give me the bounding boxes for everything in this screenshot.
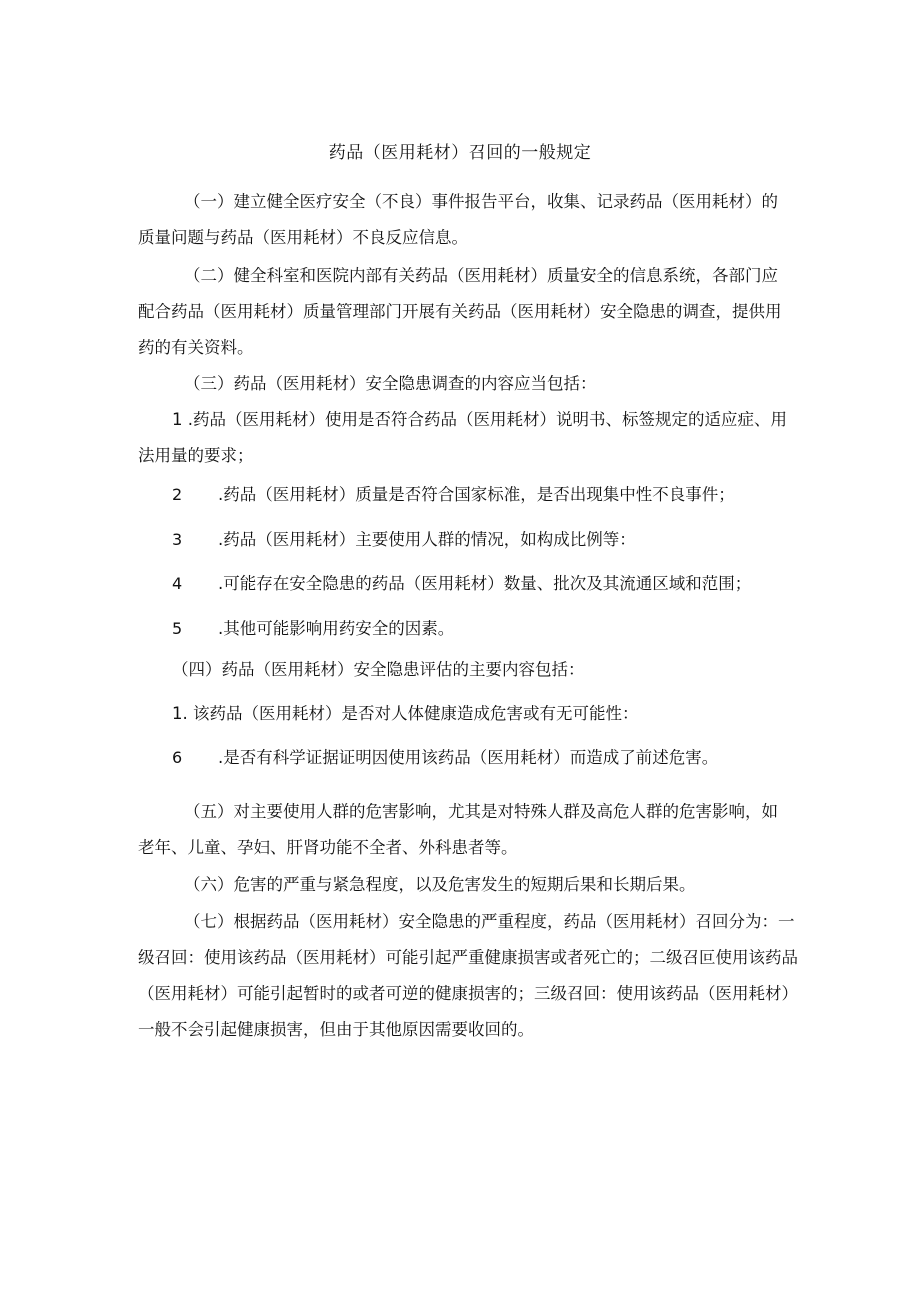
list-item-6-text: .是否有科学证据证明因使用该药品（医用耗材）而造成了前述危害。: [218, 748, 719, 767]
document-title: 药品（医用耗材）召回的一般规定: [328, 143, 592, 163]
paragraph-7: （七）根据药品（医用耗材）安全隐患的严重程度，药品（医用耗材）召回分为：一级召回：使用该药品（医用耗材）可能引起严重健康损害或者死亡的；二级召叵使用该药品（医用耗材）可能引起暂时的或者可逆的健康损害的；三级召回：使用该药品（医用耗材）一般不会引起健康损害，但由于其他原因需要收回的。: [138, 912, 798, 1039]
list-item-4-number: 4: [172, 574, 183, 593]
paragraph-1: （一）建立健全医疗安全（不良）事件报告平台，收集、记录药品（医用耗材）的质量问题与药品（医用耗材）不良反应信息。: [138, 192, 778, 247]
list-item-1: 1 .药品（医用耗材）使用是否符合药品（医用耗材）说明书、标签规定的适应症、用法用量的要求；: [138, 410, 787, 465]
paragraph-4: （四）药品（医用耗材）安全隐患评估的主要内容包括：: [172, 660, 585, 679]
paragraph-6: （六）危害的严重与紧急程度，以及危害发生的短期后果和长期后果。: [184, 875, 696, 894]
list-item-5-text: .其他可能影响用药安全的因素。: [218, 619, 455, 638]
list-item-2-text: .药品（医用耗材）质量是否符合国家标准，是否出现集中性不良事件；: [218, 485, 735, 504]
list-item-3-number: 3: [172, 530, 183, 549]
paragraph-3: （三）药品（医用耗材）安全隐患调查的内容应当包括：: [184, 374, 597, 393]
list-item-2-number: 2: [172, 485, 183, 504]
list-item-3-text: .药品（医用耗材）主要使用人群的情况，如构成比例等：: [218, 530, 636, 549]
list-item-6-number: 6: [172, 748, 183, 767]
list-item-5-number: 5: [172, 619, 183, 638]
list-item-b1: 1. 该药品（医用耗材）是否对人体健康造成危害或有无可能性：: [172, 704, 639, 723]
paragraph-2: （二）健全科室和医院内部有关药品（医用耗材）质量安全的信息系统，各部门应配合药品（医用耗材）质量管理部门开展有关药品（医用耗材）安全隐患的调查，提供用药的有关资料。: [138, 266, 782, 357]
list-item-4-text: .可能存在安全隐患的药品（医用耗材）数量、批次及其流通区域和范围；: [218, 574, 752, 593]
paragraph-5: （五）对主要使用人群的危害影响，尤其是对特殊人群及高危人群的危害影响，如老年、儿童、孕妇、肝肾功能不全者、外科患者等。: [138, 802, 778, 857]
